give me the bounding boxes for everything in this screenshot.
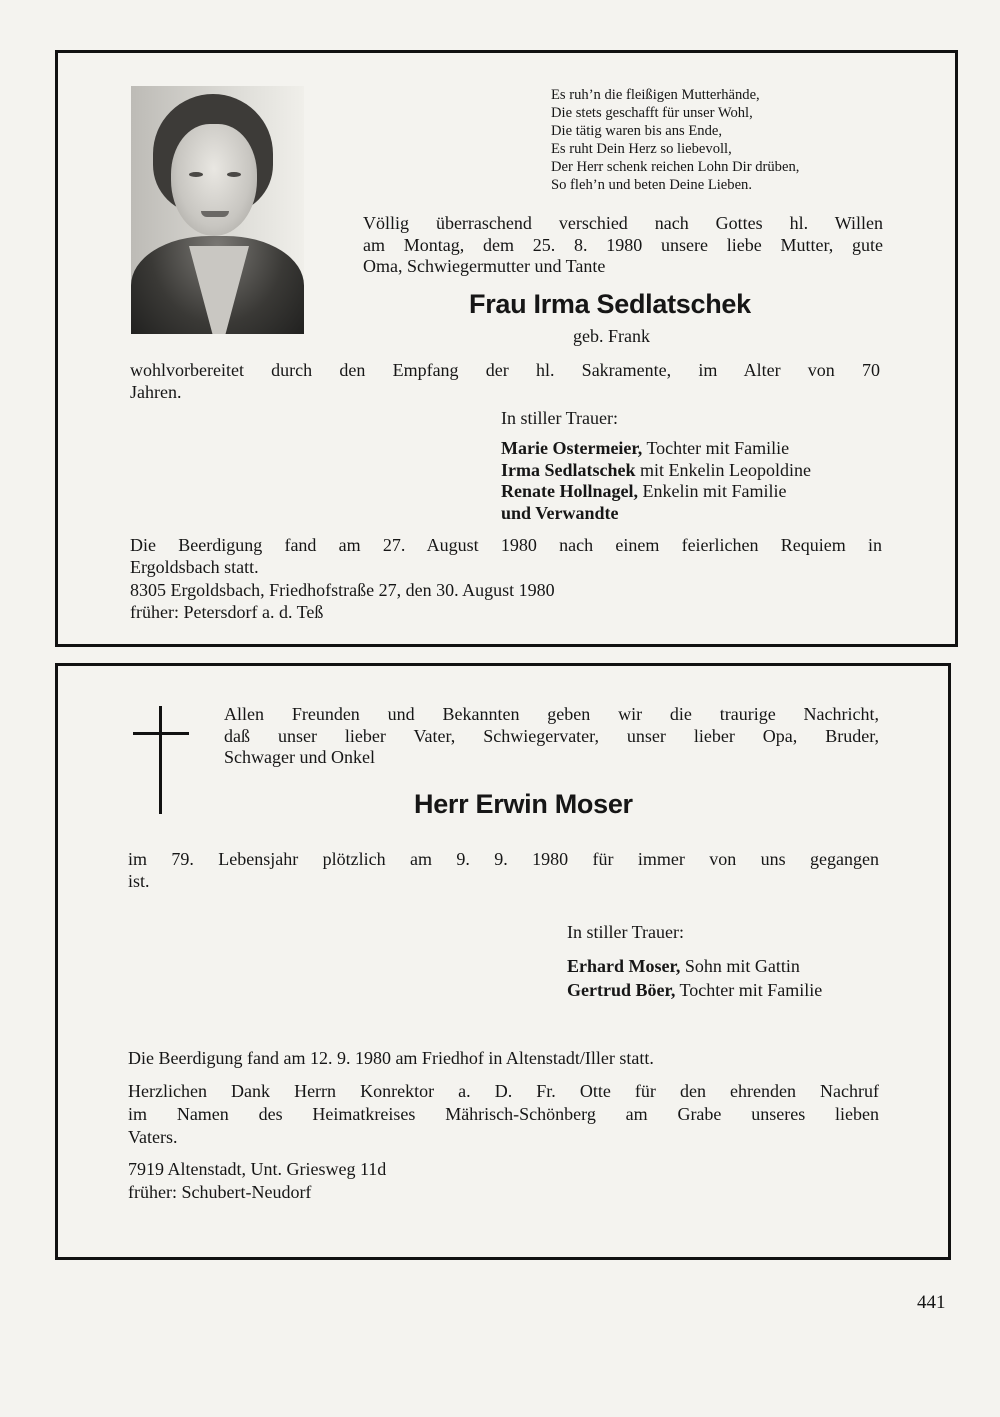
mourner-name: Erhard Moser,	[567, 956, 681, 976]
obituary-notice-sedlatschek	[55, 50, 958, 647]
mourner-entry	[501, 460, 901, 482]
mourner-entry	[501, 481, 901, 503]
former-residence: früher: Schubert-Neudorf	[128, 1182, 312, 1202]
poem-line: Der Herr schenk reichen Lohn Dir drüben,	[551, 159, 800, 175]
text-line: Völlig überraschend verschied nach Gottes hl. Willen	[363, 213, 883, 233]
mourner-entry	[567, 956, 897, 978]
address: 7919 Altenstadt, Unt. Griesweg 11d	[128, 1159, 387, 1179]
cross-icon	[133, 706, 189, 816]
mourner-name: Irma Sedlatschek	[501, 459, 636, 480]
deceased-name: Herr Erwin Moser	[414, 789, 633, 819]
poem-line: Die stets geschafft für unser Wohl,	[551, 105, 753, 121]
mourners-list	[501, 438, 901, 524]
address-block	[130, 580, 882, 623]
mourner-name: Gertrud Böer,	[567, 979, 676, 1000]
funeral-info: Die Beerdigung fand am 12. 9. 1980 am Friedhof in Altenstadt/Iller statt.	[128, 1048, 654, 1068]
poem-line: Es ruht Dein Herz so liebevoll,	[551, 141, 732, 157]
page-number: 441	[917, 1292, 946, 1313]
mourner-entry	[501, 438, 901, 460]
funeral-info	[130, 535, 882, 578]
text-line: Oma, Schwiegermutter und Tante	[363, 256, 606, 276]
mourner-name: Renate Hollnagel,	[501, 481, 638, 501]
mourner-name: Marie Ostermeier,	[501, 438, 643, 458]
text-line: im 79. Lebensjahr plötzlich am 9. 9. 1980 für immer von uns gegangen	[128, 849, 879, 869]
poem-line: So fleh’n und beten Deine Lieben.	[551, 177, 753, 193]
text-line: Die Beerdigung fand am 27. August 1980 nach einem feierlichen Requiem in	[130, 535, 882, 555]
deceased-name: Frau Irma Sedlatschek	[469, 289, 751, 319]
text-line: am Montag, dem 25. 8. 1980 unsere liebe Mutter, gute	[363, 234, 883, 255]
mourner-relation: Tochter mit Familie	[675, 979, 823, 1000]
mourner-name: und Verwandte	[501, 502, 619, 523]
memorial-poem	[551, 86, 901, 194]
text-line: Herzlichen Dank Herrn Konrektor a. D. Fr. Otte für den ehrenden Nachruf	[128, 1081, 879, 1101]
text-line: wohlvorbereitet durch den Empfang der hl. Sakramente, im Alter von 70	[130, 360, 880, 380]
passing-text	[128, 849, 879, 892]
mourner-relation: mit Enkelin Leopoldine	[635, 459, 811, 480]
poem-line: Die tätig waren bis ans Ende,	[551, 123, 723, 139]
text-line: daß unser lieber Vater, Schwiegervater, unser lieber Opa, Bruder,	[224, 725, 879, 746]
text-line: Jahren.	[130, 381, 182, 402]
maiden-name: geb. Frank	[573, 326, 650, 346]
text-line: ist.	[128, 870, 150, 891]
mourner-relation: Enkelin mit Familie	[638, 481, 787, 501]
mourning-label: In stiller Trauer:	[567, 922, 684, 942]
mourning-label: In stiller Trauer:	[501, 408, 618, 428]
text-line: Schwager und Onkel	[224, 747, 375, 767]
mourner-relation: Tochter mit Familie	[642, 438, 790, 458]
death-announcement	[224, 704, 879, 769]
obituary-notice-moser	[55, 663, 951, 1260]
death-announcement	[363, 213, 883, 278]
address: 8305 Ergoldsbach, Friedhofstraße 27, den 30. August 1980	[130, 580, 555, 600]
sacraments-text	[130, 360, 880, 403]
thanks-text	[128, 1080, 879, 1149]
portrait-photo	[131, 86, 304, 334]
former-residence: früher: Petersdorf a. d. Teß	[130, 601, 324, 622]
mourner-relation: Sohn mit Gattin	[680, 956, 800, 976]
mourner-entry	[501, 503, 901, 525]
text-line: Ergoldsbach statt.	[130, 556, 259, 577]
text-line: Vaters.	[128, 1127, 178, 1147]
text-line: Allen Freunden und Bekannten geben wir die traurige Nachricht,	[224, 704, 879, 724]
address-block	[128, 1158, 879, 1204]
text-line: im Namen des Heimatkreises Mährisch-Schönberg am Grabe unseres lieben	[128, 1104, 879, 1124]
mourner-entry	[567, 980, 897, 1002]
poem-line: Es ruh’n die fleißigen Mutterhände,	[551, 87, 760, 103]
mourners-list	[567, 956, 897, 1001]
